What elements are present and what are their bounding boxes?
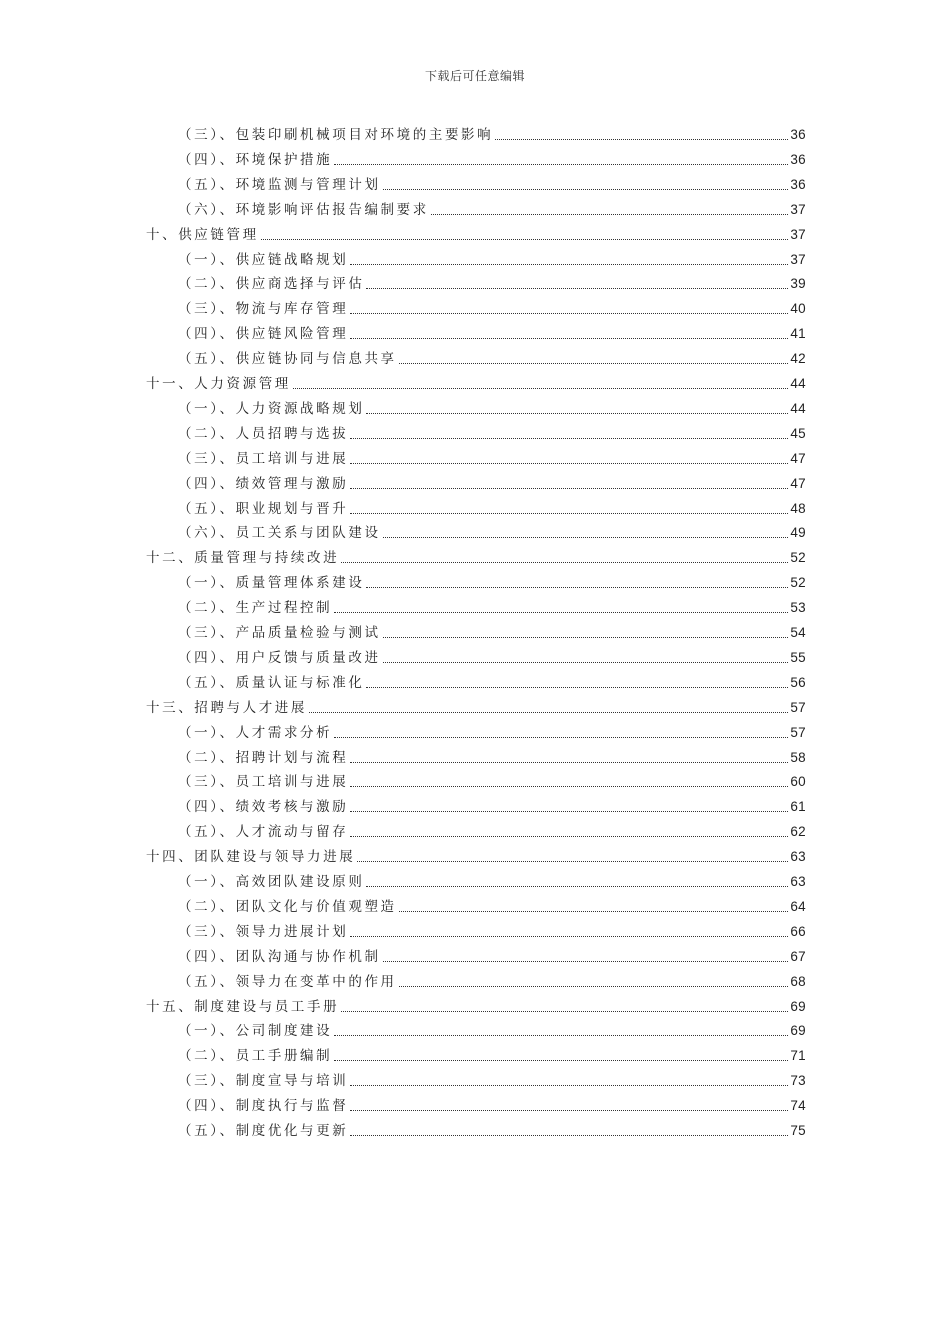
toc-dot-leader [383, 189, 789, 190]
toc-entry-title: （一）、质量管理体系建设 [178, 575, 365, 592]
toc-page-number: 66 [790, 923, 806, 939]
toc-section-entry[interactable] [178, 822, 806, 842]
toc-section-entry[interactable] [178, 947, 806, 967]
toc-section-entry[interactable] [178, 772, 806, 792]
toc-page-number: 57 [790, 699, 806, 715]
toc-entry-title: （二）、员工手册编制 [178, 1048, 333, 1065]
toc-section-entry[interactable] [178, 1121, 806, 1141]
toc-dot-leader [350, 762, 788, 763]
toc-dot-leader [293, 388, 788, 389]
toc-entry-title: （二）、供应商选择与评估 [178, 276, 365, 293]
toc-dot-leader [350, 338, 788, 339]
toc-dot-leader [383, 637, 789, 638]
toc-dot-leader [350, 463, 788, 464]
toc-dot-leader [350, 1110, 788, 1111]
toc-section-entry[interactable] [178, 474, 806, 494]
toc-entry-title: （三）、员工培训与进展 [178, 450, 349, 467]
toc-page-number: 44 [790, 400, 806, 416]
toc-chapter-entry[interactable] [146, 847, 806, 867]
toc-dot-leader [261, 239, 789, 240]
toc-dot-leader [399, 911, 789, 912]
toc-section-entry[interactable] [178, 125, 806, 145]
toc-page-number: 67 [790, 948, 806, 964]
toc-dot-leader [383, 662, 789, 663]
toc-dot-leader [399, 363, 789, 364]
toc-page-number: 74 [790, 1098, 806, 1114]
toc-page-number: 69 [790, 1023, 806, 1039]
toc-chapter-entry[interactable] [146, 225, 806, 245]
toc-entry-title: （三）、物流与库存管理 [178, 301, 349, 318]
toc-section-entry[interactable] [178, 748, 806, 768]
toc-dot-leader [350, 1085, 788, 1086]
toc-entry-title: （三）、包装印刷机械项目对环境的主要影响 [178, 127, 494, 143]
toc-section-entry[interactable] [178, 250, 806, 270]
toc-entry-title: （五）、质量认证与标准化 [178, 674, 365, 691]
toc-section-entry[interactable] [178, 723, 806, 743]
toc-page-number: 64 [790, 898, 806, 914]
toc-entry-title: 十、供应链管理 [146, 226, 259, 243]
toc-dot-leader [334, 1035, 788, 1036]
toc-section-entry[interactable] [178, 1021, 806, 1041]
toc-page-number: 62 [790, 824, 806, 840]
toc-entry-title: 十一、人力资源管理 [146, 376, 291, 392]
toc-entry-title: 十四、团队建设与领导力进展 [146, 849, 356, 866]
toc-section-entry[interactable] [178, 897, 806, 917]
toc-section-entry[interactable] [178, 972, 806, 992]
toc-page-number: 71 [790, 1048, 806, 1064]
toc-entry-title: 十二、质量管理与持续改进 [146, 550, 340, 567]
toc-entry-title: （五）、制度优化与更新 [178, 1123, 349, 1139]
toc-page-number: 54 [790, 625, 806, 640]
toc-entry-title: （三）、制度宣导与培训 [178, 1073, 349, 1090]
toc-dot-leader [350, 811, 788, 812]
toc-section-entry[interactable] [178, 598, 806, 618]
toc-section-entry[interactable] [178, 1071, 806, 1091]
toc-page-number: 40 [790, 301, 806, 317]
toc-dot-leader [350, 488, 788, 489]
toc-entry-title: （二）、招聘计划与流程 [178, 749, 349, 766]
toc-page-number: 75 [790, 1123, 806, 1138]
toc-dot-leader [350, 438, 788, 439]
toc-page-number: 47 [790, 475, 806, 491]
toc-entry-title: （四）、绩效管理与激励 [178, 475, 349, 492]
toc-entry-title: （一）、人力资源战略规划 [178, 400, 365, 417]
toc-page-number: 36 [790, 176, 806, 192]
toc-entry-title: （六）、环境影响评估报告编制要求 [178, 201, 429, 218]
toc-page-number: 56 [790, 674, 806, 690]
toc-entry-title: （二）、生产过程控制 [178, 600, 333, 617]
toc-dot-leader [383, 961, 789, 962]
toc-section-entry[interactable] [178, 1046, 806, 1066]
toc-page-number: 55 [790, 649, 806, 665]
toc-page-number: 36 [790, 127, 806, 142]
toc-entry-title: （五）、领导力在变革中的作用 [178, 973, 397, 990]
toc-section-entry[interactable] [178, 150, 806, 170]
toc-page-number: 52 [790, 550, 806, 566]
toc-page-number: 52 [790, 575, 806, 591]
toc-page-number: 37 [790, 201, 806, 217]
toc-section-entry[interactable] [178, 175, 806, 195]
toc-dot-leader [350, 313, 788, 314]
toc-section-entry[interactable] [178, 324, 806, 344]
toc-page-number: 39 [790, 276, 806, 292]
toc-page-number: 47 [790, 450, 806, 466]
toc-section-entry[interactable] [178, 797, 806, 817]
toc-section-entry[interactable] [178, 349, 806, 369]
toc-entry-title: （五）、职业规划与晋升 [178, 500, 349, 517]
toc-chapter-entry[interactable] [146, 997, 806, 1017]
toc-entry-title: （五）、环境监测与管理计划 [178, 176, 381, 193]
toc-dot-leader [366, 413, 788, 414]
toc-page-number: 58 [790, 749, 806, 765]
toc-section-entry[interactable] [178, 424, 806, 444]
toc-section-entry[interactable] [178, 922, 806, 942]
toc-section-entry[interactable] [178, 200, 806, 220]
toc-dot-leader [341, 1011, 788, 1012]
toc-entry-title: 十五、制度建设与员工手册 [146, 998, 340, 1015]
toc-dot-leader [341, 562, 788, 563]
toc-page-number: 60 [790, 774, 806, 790]
toc-page-number: 42 [790, 351, 806, 367]
toc-page-number: 63 [790, 874, 806, 889]
toc-page-number: 36 [790, 151, 806, 167]
toc-page-number: 69 [790, 998, 806, 1014]
toc-dot-leader [350, 836, 788, 837]
toc-entry-title: （五）、供应链协同与信息共享 [178, 351, 397, 368]
toc-chapter-entry[interactable] [146, 698, 806, 718]
toc-section-entry[interactable] [178, 573, 806, 593]
toc-entry-title: （三）、员工培训与进展 [178, 774, 349, 791]
toc-entry-title: （三）、领导力进展计划 [178, 923, 349, 940]
toc-dot-leader [366, 687, 788, 688]
toc-dot-leader [334, 1060, 788, 1061]
toc-page-number: 44 [790, 376, 806, 391]
toc-entry-title: （二）、团队文化与价值观塑造 [178, 898, 397, 915]
toc-entry-title: （四）、供应链风险管理 [178, 326, 349, 343]
toc-page-number: 41 [790, 326, 806, 342]
page-header: 下载后可任意编辑 [424, 69, 525, 83]
toc-dot-leader [334, 737, 788, 738]
toc-dot-leader [350, 264, 788, 265]
toc-chapter-entry[interactable] [146, 374, 806, 394]
toc-page-number: 49 [790, 525, 806, 541]
toc-section-entry[interactable] [178, 449, 806, 469]
toc-entry-title: （五）、人才流动与留存 [178, 824, 349, 841]
toc-entry-title: （三）、产品质量检验与测试 [178, 625, 381, 641]
toc-section-entry[interactable] [178, 299, 806, 319]
toc-dot-leader [399, 986, 789, 987]
toc-page-number: 45 [790, 425, 806, 441]
toc-page-number: 57 [790, 724, 806, 740]
toc-section-entry[interactable] [178, 623, 806, 643]
toc-section-entry[interactable] [178, 399, 806, 419]
toc-entry-title: （一）、高效团队建设原则 [178, 874, 365, 890]
toc-page-number: 73 [790, 1073, 806, 1089]
toc-section-entry[interactable] [178, 499, 806, 519]
toc-section-entry[interactable] [178, 523, 806, 543]
toc-dot-leader [383, 537, 789, 538]
toc-dot-leader [350, 786, 788, 787]
toc-dot-leader [495, 139, 788, 140]
toc-entry-title: （一）、人才需求分析 [178, 724, 333, 741]
toc-section-entry[interactable] [178, 1096, 806, 1116]
toc-dot-leader [350, 1135, 788, 1136]
toc-page-number: 63 [790, 849, 806, 865]
toc-page-number: 37 [790, 251, 806, 267]
toc-dot-leader [334, 164, 788, 165]
toc-dot-leader [431, 214, 789, 215]
toc-entry-title: （二）、人员招聘与选拔 [178, 425, 349, 442]
toc-dot-leader [366, 587, 788, 588]
toc-section-entry[interactable] [178, 274, 806, 294]
toc-dot-leader [309, 712, 788, 713]
toc-page-number: 61 [790, 799, 806, 815]
toc-entry-title: （四）、团队沟通与协作机制 [178, 948, 381, 965]
toc-entry-title: （一）、供应链战略规划 [178, 251, 349, 268]
toc-dot-leader [350, 936, 788, 937]
toc-dot-leader [334, 612, 788, 613]
toc-page-number: 37 [790, 226, 806, 242]
toc-entry-title: （六）、员工关系与团队建设 [178, 525, 381, 542]
toc-entry-title: 十三、招聘与人才进展 [146, 699, 307, 716]
toc-entry-title: （四）、绩效考核与激励 [178, 799, 349, 816]
toc-dot-leader [366, 886, 788, 887]
toc-entry-title: （四）、用户反馈与质量改进 [178, 649, 381, 666]
toc-page-number: 48 [790, 500, 806, 516]
toc-page-number: 68 [790, 973, 806, 989]
toc-dot-leader [357, 861, 788, 862]
toc-section-entry[interactable] [178, 872, 806, 892]
toc-entry-title: （一）、公司制度建设 [178, 1023, 333, 1040]
toc-dot-leader [366, 288, 788, 289]
toc-chapter-entry[interactable] [146, 548, 806, 568]
toc-dot-leader [350, 513, 788, 514]
toc-entry-title: （四）、制度执行与监督 [178, 1098, 349, 1115]
toc-section-entry[interactable] [178, 673, 806, 693]
toc-entry-title: （四）、环境保护措施 [178, 151, 333, 168]
toc-section-entry[interactable] [178, 648, 806, 668]
toc-page-number: 53 [790, 600, 806, 616]
